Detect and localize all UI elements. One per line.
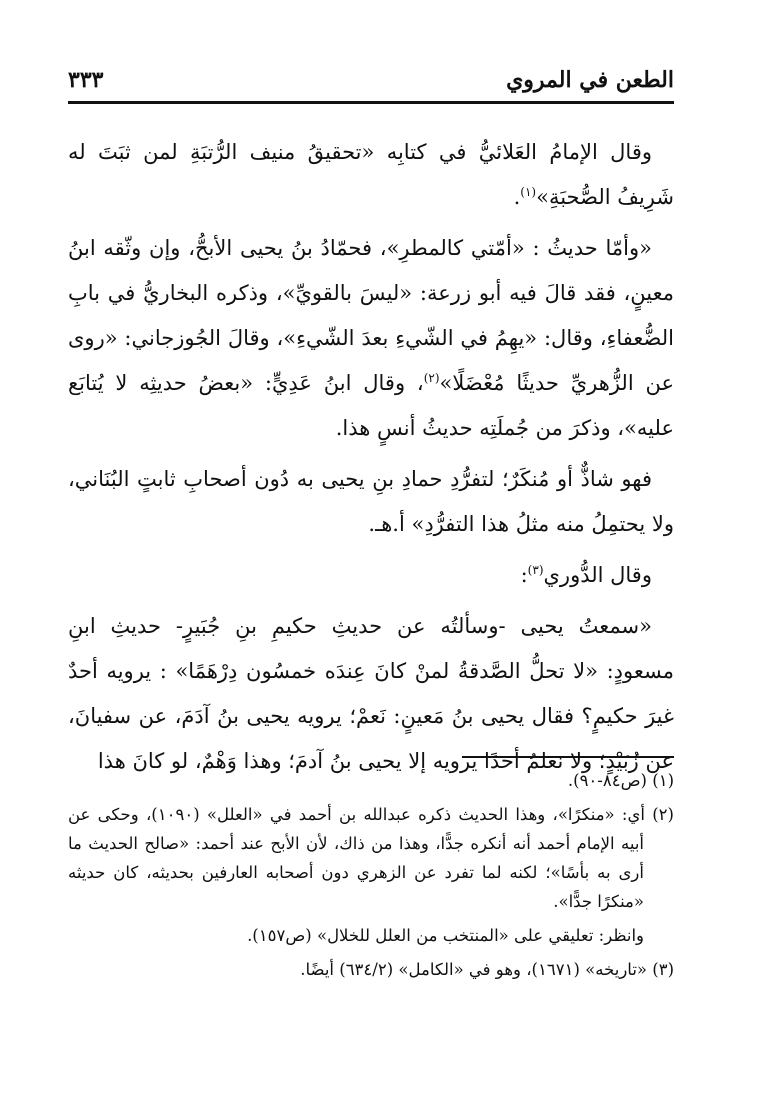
running-title: الطعن في المروي: [506, 67, 674, 93]
header-rule: [68, 101, 674, 104]
main-text: [68, 130, 674, 790]
paragraph-hammad-text-b: ، وقال ابنُ عَدِيٍّ: «بعضُ حديثِه لا يُتابَع عليه»، وذكرَ من جُملَتِه حديثُ أنسٍ هذا.: [68, 371, 674, 440]
paragraph-shadh: فهو شاذٌّ أو مُنكَرٌ؛ لتفرُّدِ حمادِ بنِ يحيى به دُون أصحابِ ثابتٍ البُنَاني، ولا يحتمِلُ منه مثلُ هذا التفرُّدِ» أ.هـ.: [68, 467, 674, 536]
paragraph-dori: [68, 553, 674, 598]
footnote-1: (١) (ص٨٤-٩٠).: [567, 771, 674, 790]
footnote-ref-2: (٢): [423, 371, 440, 385]
paragraph-alalai-text: وقال الإمامُ العَلائيُّ في كتابِه «تحقيقُ منيف الرُّتبَةِ لمن ثبَتَ له شَرِيفُ الصُّحبَةِ»: [68, 140, 674, 209]
paragraph-hammad-text-a: «وأمّا حديثُ : «أمّتي كالمطرِ»، فحمّادُ بنُ يحيى الأبحُّ، وإن وثّقه ابنُ معينٍ، فقد قالَ فيه أبو زرعة: «ليسَ بالقويِّ»، وذكره البخاريُّ في بابِ الضُّعفاءِ، وقال: «يهِمُ في الشّيءِ بعدَ الشّيءِ»، وقالَ الجُوزجاني: «روى عن الزُّهريِّ حديثًا مُعْضَلًا»: [68, 236, 674, 395]
footnote-rule: [462, 756, 674, 758]
paragraph-yahya: «سمعتُ يحيى -وسألتُه عن حديثِ حكيمِ بنِ جُبَيرٍ- حديثِ ابنِ مسعودٍ: «لا تحلُّ الصَّدقةُ لمنْ كانَ عِندَه خمسُون دِرْهَمًا» : يرويه أحدٌ غيرَ حكيمٍ؟ فقال يحيى بنُ مَعينٍ: نَعمْ؛ يرويه يحيى بنُ آدَمَ، عن سفيانَ، عن زُبَيْدٍ؛ ولا نعلمُ أحدًا يرويه إلا يحيى بنُ آدمَ؛ وهذا وَهْمٌ، لو كانَ هذا: [68, 614, 674, 773]
footnote-2: (٢) أي: «منكرًا»، وهذا الحديث ذكره عبدالله بن أحمد في «العلل» (١٠٩٠)، وحكى عن أبيه الإمام أحمد أنه أنكره جدًّا، وهذا من ذاك، لأن الأبح عند أحمد: «صالح الحديث ما أرى به بأسًا»؛ لكنه لما تفرد عن الزهري دون أصحابه العارفين بحديثه، كان حديثه «منكرًا جدًّا».: [68, 805, 674, 911]
paragraph-alalai: [68, 130, 674, 220]
page-number: ٣٣٣: [68, 67, 104, 93]
paragraph-alalai-end: .: [513, 185, 521, 209]
footnote-ref-1: (١): [520, 185, 537, 199]
paragraph-hammad: [68, 226, 674, 451]
footnote-3: (٣) «تاريخه» (١٦٧١)، وهو في «الكامل» (٦٣٤/٢) أيضًا.: [300, 960, 674, 979]
running-header: [68, 62, 674, 98]
footnote-2-see-also: وانظر: تعليقي على «المنتخب من العلل للخلال» (ص١٥٧).: [247, 926, 644, 945]
paragraph-dori-text: وقال الدُّوري: [543, 563, 652, 587]
footnote-ref-3: (٣): [527, 563, 544, 577]
paragraph-dori-end: :: [520, 563, 528, 587]
footnotes: [68, 766, 674, 989]
